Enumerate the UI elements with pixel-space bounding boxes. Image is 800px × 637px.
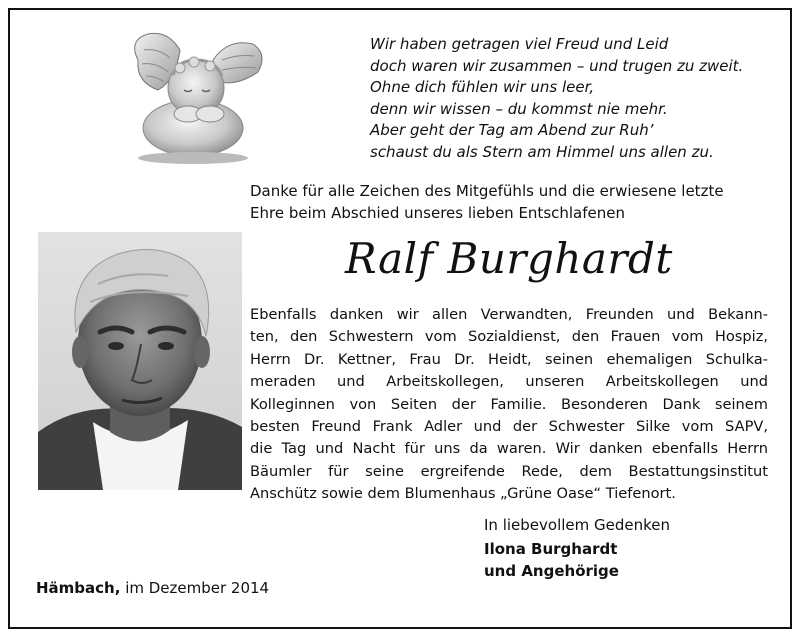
angel-icon: [118, 20, 268, 170]
place-town: Hämbach,: [36, 579, 121, 597]
body-line: Anschütz sowie dem Blumenhaus „Grüne Oase“ Tiefenort.: [250, 485, 676, 503]
deceased-name: Ralf Burghardt: [345, 234, 673, 283]
poem-line: denn wir wissen – du kommst nie mehr.: [370, 99, 668, 118]
body-line: besten Freund Frank Adler und der Schwester Silke vom SAPV,: [250, 418, 768, 436]
poem-line: Aber geht der Tag am Abend zur Ruh’: [370, 121, 654, 139]
signers: [484, 538, 619, 582]
poem-line: schaust du als Stern am Himmel uns allen zu.: [370, 142, 714, 161]
memorial-poem: [370, 34, 770, 163]
body-line: die Tag und Nacht für uns da waren. Wir danken ebenfalls Herrn: [250, 440, 768, 458]
body-line: Ebenfalls danken wir allen Verwandten, Freunden und Bekann-: [250, 306, 768, 323]
body-line: Kolleginnen von Seiten der Familie. Besonderen Dank seinem: [250, 395, 768, 413]
place-date: [36, 577, 269, 599]
poem-line: Ohne dich fühlen wir uns leer,: [370, 78, 595, 96]
intro-line: Danke für alle Zeichen des Mitgefühls und die erwiesene letzte: [250, 182, 724, 200]
signer-name: Ilona Burghardt: [484, 540, 618, 558]
body-line: Bäumler für seine ergreifende Rede, dem Bestattungsinstitut: [250, 462, 768, 480]
body-line: meraden und Arbeitskollegen, unseren Arbeitskollegen und: [250, 373, 768, 391]
body-line: Herrn Dr. Kettner, Frau Dr. Heidt, seinen ehemaligen Schulka-: [250, 350, 768, 368]
poem-line: doch waren wir zusammen – und trugen zu zweit.: [370, 56, 744, 75]
closing-memory: In liebevollem Gedenken: [484, 516, 671, 534]
thanks-body: [250, 304, 768, 506]
poem-line: Wir haben getragen viel Freud und Leid: [370, 35, 669, 53]
signer-relatives: und Angehörige: [484, 562, 619, 580]
portrait-photo: [38, 232, 242, 490]
intro-line: Ehre beim Abschied unseres lieben Entschlafenen: [250, 204, 625, 222]
place-date-text: im Dezember 2014: [120, 579, 270, 597]
thanks-intro: [250, 180, 770, 224]
body-line: ten, den Schwestern vom Sozialdienst, den Frauen vom Hospiz,: [250, 328, 768, 346]
